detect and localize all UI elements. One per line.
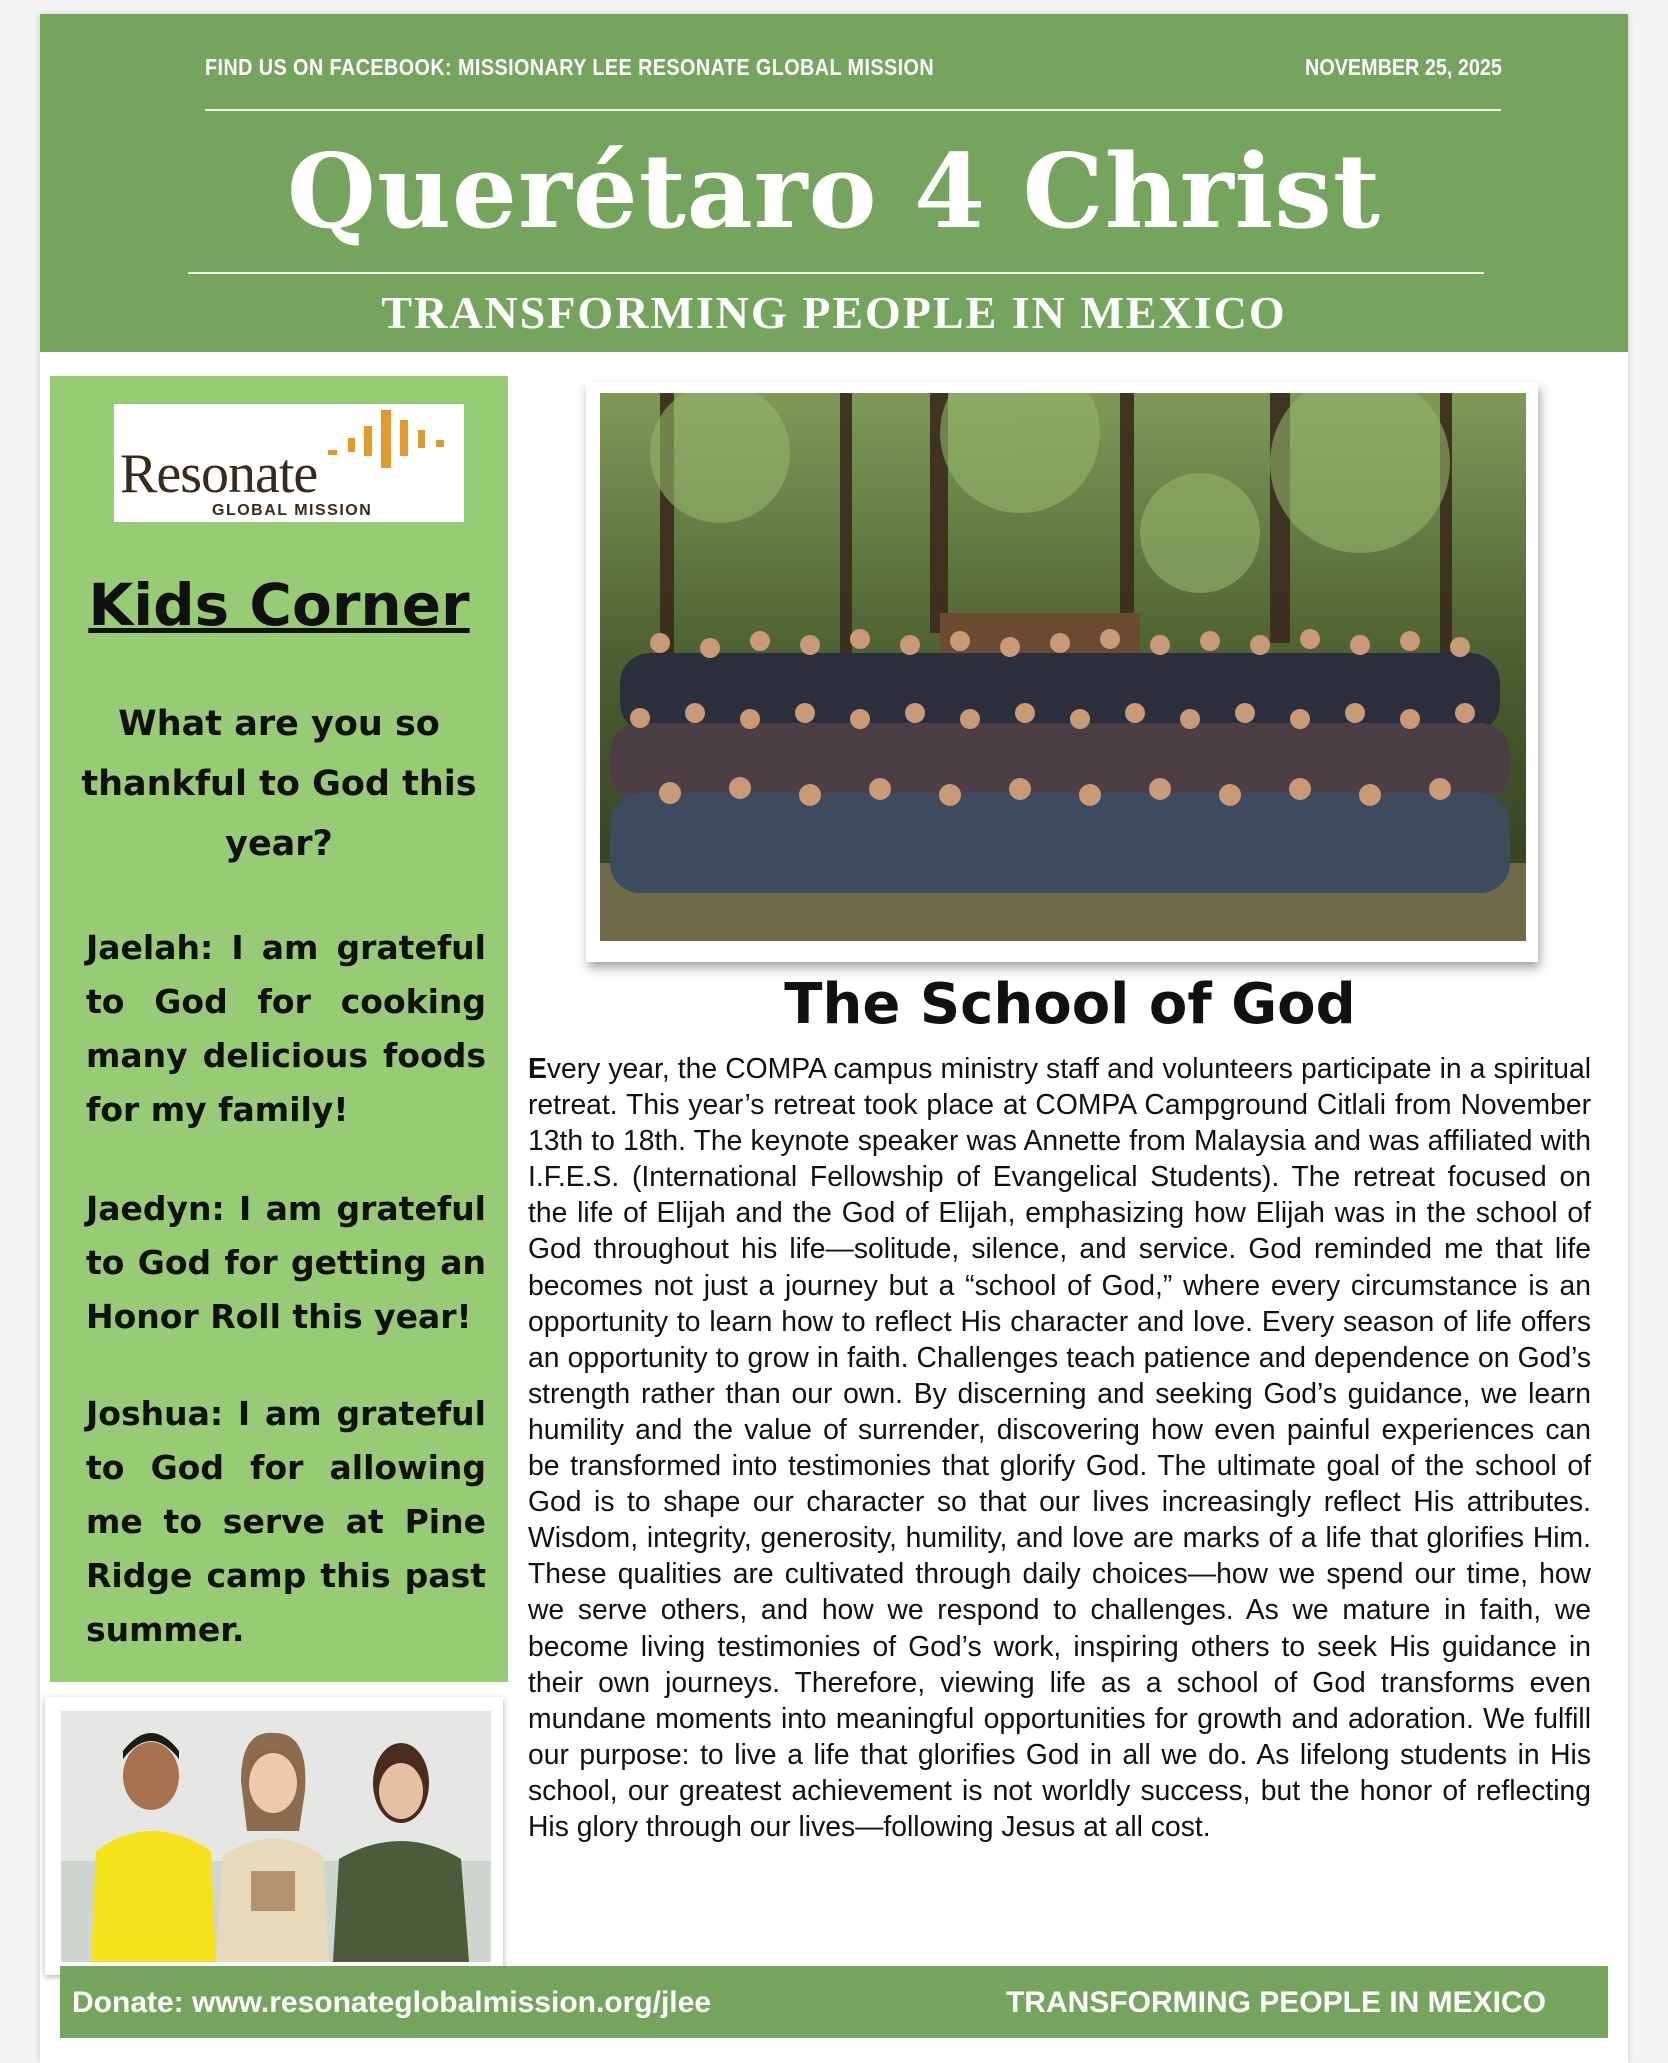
- logo-wordmark: Resonate: [120, 443, 318, 505]
- kids-photo: [61, 1711, 491, 1962]
- footer-tagline: TRANSFORMING PEOPLE IN MEXICO: [1005, 1986, 1546, 2019]
- masthead-banner: [40, 14, 1628, 352]
- kids-question: What are you so thankful to God this year?: [81, 704, 477, 864]
- footer-banner: [60, 1966, 1608, 2038]
- sound-wave-logo-icon: [324, 408, 454, 483]
- title-divider: [188, 272, 1484, 274]
- kids-corner-sidebar: [50, 376, 508, 1682]
- group-photo-frame: [586, 382, 1538, 962]
- article-body: Every year, the COMPA campus ministry staff and volunteers participate in a spiritual retreat. This year’s retreat took place at COMPA Campground Citlali from November 13th to 18th. The keynote speaker was Annette from Malaysia and was affiliated with I.F.E.S. (International Fellowship of Evangelical Students). The retreat focused on the life of Elijah and the God of Elijah, emphasizing how Elijah was in the school of God throughout his life—solitude, silence, and service. God reminded me that life becomes not just a journey but a “school of God,” where every circumstance is an opportunity to learn how to reflect His character and love. Every season of life offers an opportunity to grow in faith. Challenges teach patience and dependence on God’s strength rather than our own. By discerning and seeking God’s guidance, we learn humility and the value of surrender, discovering how even painful experiences can be transformed into testimonies that glorify God. The ultimate goal of the school of God is to shape our character so that our lives increasingly reflect His attributes. Wisdom, integrity, generosity, humility, and love are marks of a life that glorifies Him. These qualities are cultivated through daily choices—how we spend our time, how we serve others, and how we respond to challenges. As we mature in faith, we become living testimonies of God’s work, inspiring others to seek His guidance in their own journeys. Therefore, viewing life as a school of God transforms even mundane moments into meaningful opportunities for growth and adoration. We fulfill our purpose: to live a life that glorifies God in all we do. As lifelong students in His school, our greatest achievement is not worldly success, but the honor of reflecting His glory through our lives—following Jesus at all cost.: [528, 1052, 1591, 1842]
- article-title: The School of God: [784, 972, 1356, 1037]
- masthead-tagline: TRANSFORMING PEOPLE IN MEXICO: [381, 287, 1287, 338]
- kid-entry-joshua: Joshua: I am grateful to God for allowing me to serve at Pine Ridge camp this past summer.: [86, 1394, 486, 1649]
- top-divider: [205, 109, 1501, 111]
- newsletter-page: [40, 14, 1628, 2063]
- kid-entry-jaedyn: Jaedyn: I am grateful to God for getting an Honor Roll this year!: [86, 1189, 486, 1336]
- resonate-logo: [114, 404, 464, 522]
- logo-subtitle: GLOBAL MISSION: [212, 502, 373, 519]
- kid-entry-jaelah: Jaelah: I am grateful to God for cooking many delicious foods for my family!: [86, 928, 486, 1129]
- donate-link[interactable]: Donate: www.resonateglobalmission.org/jlee: [72, 1986, 712, 2019]
- facebook-line: FIND US ON FACEBOOK: MISSIONARY LEE RESONATE GLOBAL MISSION: [205, 54, 935, 80]
- newsletter-title: Querétaro 4 Christ: [287, 132, 1381, 252]
- kids-photo-frame: [45, 1697, 503, 1975]
- kids-corner-title: Kids Corner: [88, 571, 470, 639]
- retreat-group-photo: [600, 393, 1526, 941]
- issue-date: NOVEMBER 25, 2025: [1305, 54, 1502, 80]
